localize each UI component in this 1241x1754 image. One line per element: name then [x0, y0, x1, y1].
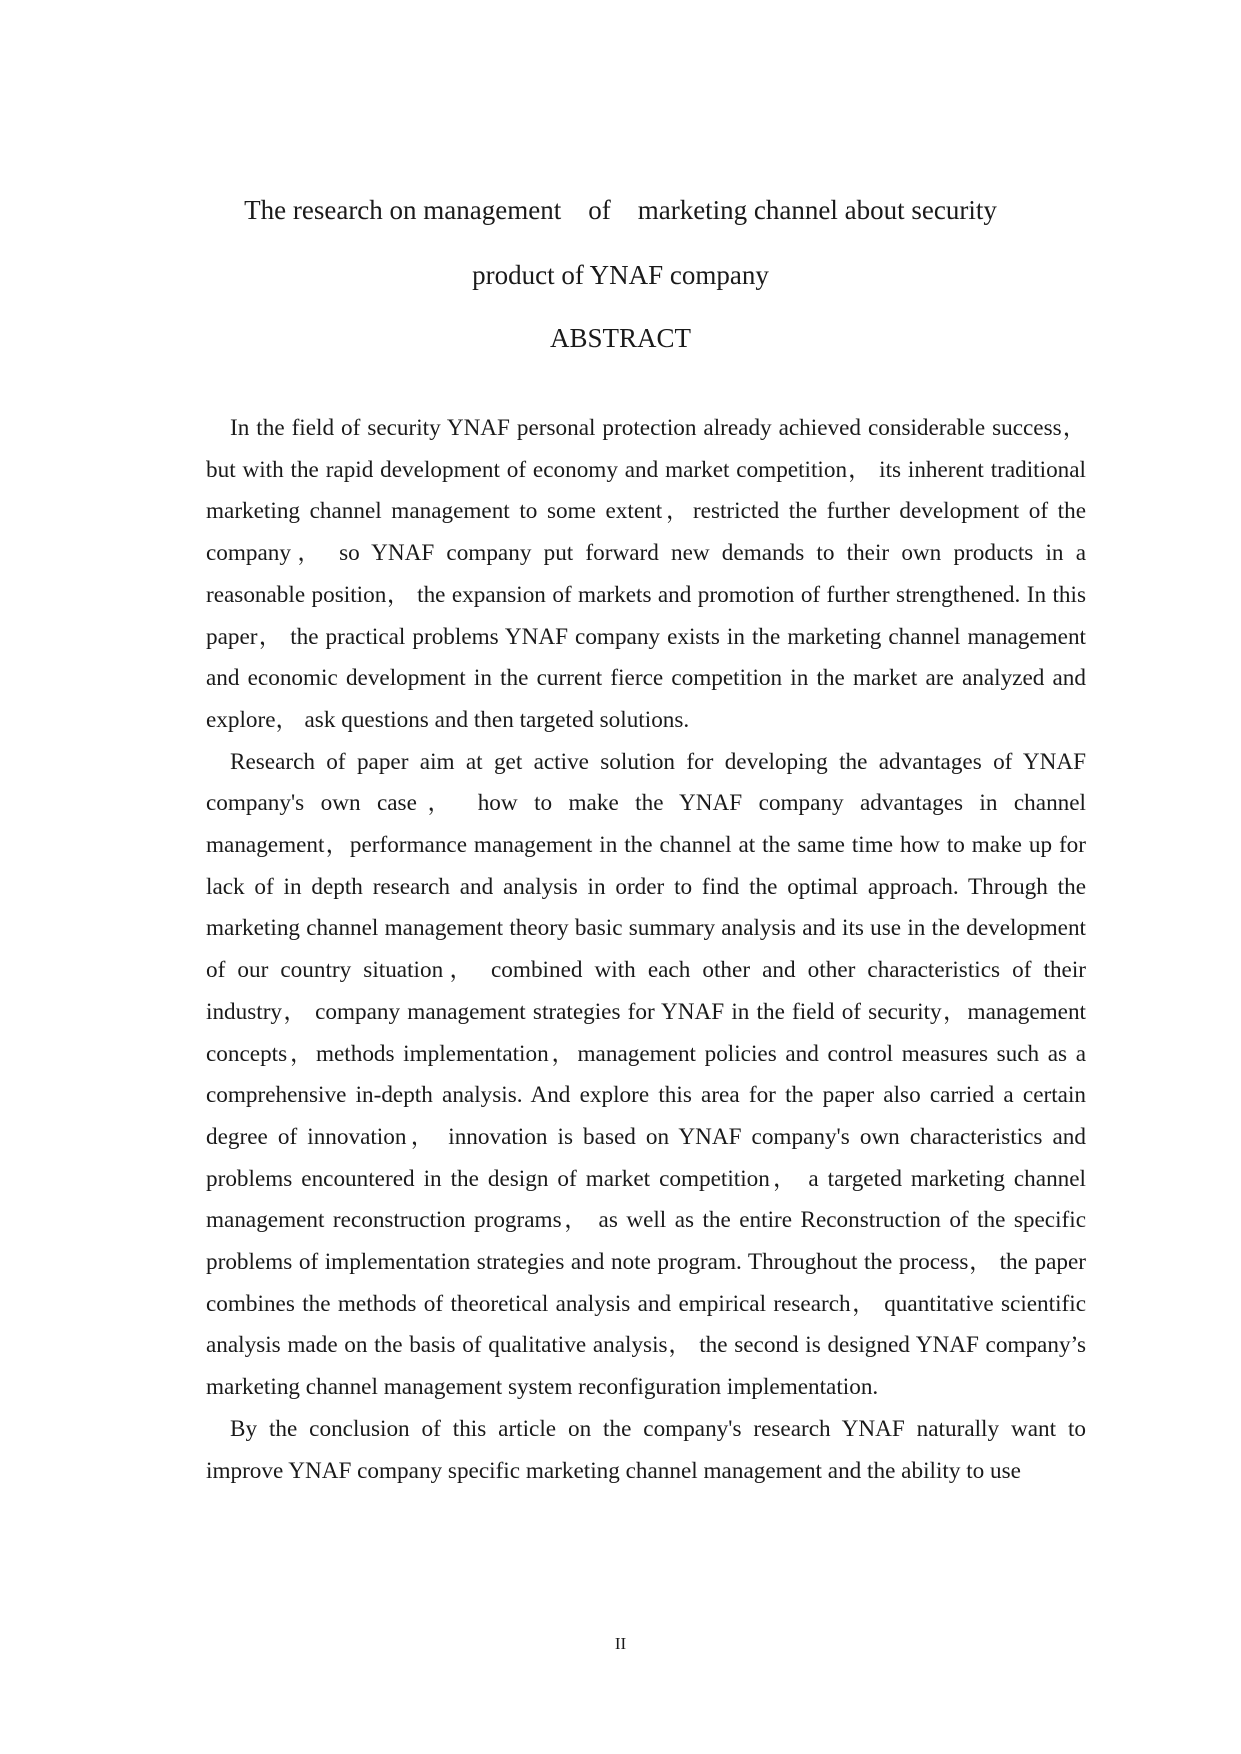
abstract-paragraph-2: Research of paper aim at get active solution for developing the advantages of YNAF company's own case， how to make the YNAF company advantages in channel management，performance management in the channel at the same time how to make up for lack of in depth research and analysis in order to find the optimal approach. Through the marketing channel management theory basic summary analysis and its use in the development of our country situation， combined with each other and other characteristics of their industry， company management strategies for YNAF in the field of security，management concepts，methods implementation，management policies and control measures such as a comprehensive in-depth analysis. And explore this area for the paper also carried a certain degree of innovation， innovation is based on YNAF company's own characteristics and problems encountered in the design of market competition， a targeted marketing channel management reconstruction programs， as well as the entire Reconstruction of the specific problems of implementation strategies and note program. Throughout the process， the paper combines the methods of theoretical analysis and empirical research， quantitative scientific analysis made on the basis of qualitative analysis， the second is designed YNAF company’s marketing channel management system reconfiguration implementation.	[206, 748, 1086, 1401]
paper-title-line-1: The research on management of marketing channel about security	[244, 195, 997, 225]
abstract-paragraph-3: By the conclusion of this article on the company's research YNAF naturally want to improve YNAF company specific marketing channel management and the ability to use	[206, 1415, 1086, 1484]
abstract-paragraph-1: In the field of security YNAF personal protection already achieved considerable success， but with the rapid development of economy and market competition， its inherent traditional marketing channel management to some extent，restricted the further development of the company， so YNAF company put forward new demands to their own products in a reasonable position， the expansion of markets and promotion of further strengthened. In this paper， the practical problems YNAF company exists in the marketing channel management and economic development in the current fierce competition in the market are analyzed and explore， ask questions and then targeted solutions.	[206, 415, 1086, 733]
paper-title-line-2: product of YNAF company	[472, 260, 769, 290]
abstract-body	[206, 408, 1086, 1492]
abstract-heading: ABSTRACT	[549, 323, 692, 353]
page-number: II	[614, 1634, 627, 1653]
